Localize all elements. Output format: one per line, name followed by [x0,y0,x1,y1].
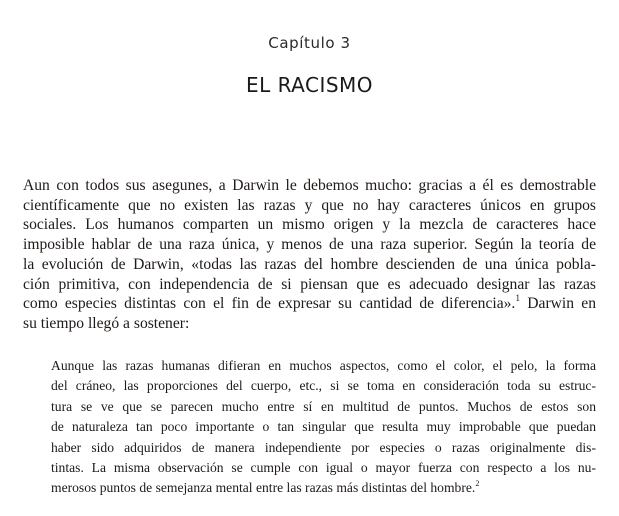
quote-line: del cráneo, las proporciones del cuerpo, etc., si se toma en consideración toda su estruc- [51,378,596,394]
body-line: la evolución de Darwin, «todas las razas del hombre descienden de una única pobla- [23,255,596,273]
body-line-tail: Darwin en [520,295,597,313]
body-line-text: como especies distintas con el fin de expresar su cantidad de diferencia». [23,295,516,313]
chapter-title: EL RACISMO [245,73,374,97]
body-line: científicamente que no existen las razas y que no hay caracteres únicos en grupos [23,196,596,214]
chapter-label: Capítulo 3 [268,34,351,52]
body-paragraph [23,176,596,334]
quote-line: de naturaleza tan poco importante o tan singular que resulta muy improbable que puedan [51,419,596,435]
quote-line: tura se ve que se parecen mucho entre sí en multitud de puntos. Muchos de estos son [51,398,596,414]
body-line-with-footnote [23,294,596,314]
body-line: Aun con todos sus asegunes, a Darwin le debemos mucho: gracias a él es demostrable [23,177,596,194]
quote-line: Aunque las razas humanas difieran en muchos aspectos, como el color, el pelo, la forma [51,358,596,373]
body-line: imposible hablar de una raza única, y menos de una raza superior. Según la teoría de [23,236,596,254]
footnote-marker[interactable]: 1 [515,294,521,305]
block-quote [51,356,596,499]
quote-line-text: merosos puntos de semejanza mental entre las razas más distintas del hombre. [51,480,476,496]
quote-line: haber sido adquiridos de manera independiente por especies o razas originalmente dis- [51,439,596,455]
footnote-marker[interactable]: 2 [475,479,480,489]
body-line: sociales. Los humanos comparten un mismo origen y la mezcla de caracteres hace [23,216,596,234]
body-line: su tiempo llegó a sostener: [23,314,190,332]
quote-line: tintas. La misma observación se cumple con igual o mayor fuerza con respecto a los nu- [51,460,596,476]
body-line: ción primitiva, con independencia de si piensan que es adecuado designar las razas [23,275,596,293]
quote-line-with-footnote [51,478,596,498]
